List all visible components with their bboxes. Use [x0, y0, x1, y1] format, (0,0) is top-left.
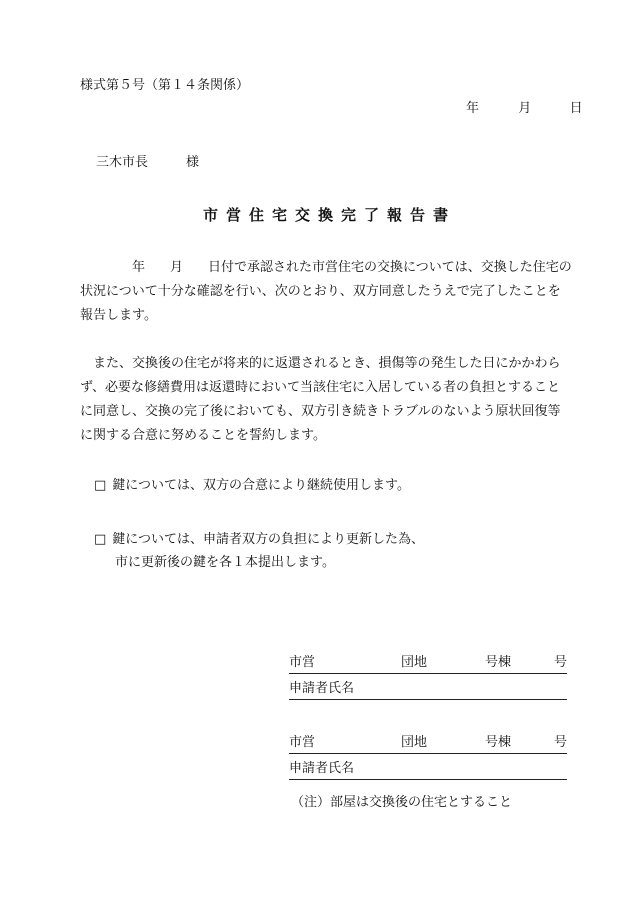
p1-text: 日付で承認された市営住宅の交換については、交換した住宅の状況について十分な確認を行い、次のとおり、双方同意したうえで完了したことを報告します。 [80, 260, 572, 323]
address-room-label: 号 [554, 735, 568, 750]
address-room-label: 号 [554, 655, 568, 670]
address-building-label: 号棟 [485, 735, 512, 750]
date-day-label: 日 [569, 101, 583, 116]
date-month-label: 月 [518, 101, 532, 116]
p2-text: また、交換後の住宅が将来的に返還されるとき、損傷等の発生した日にかかわらず、必要な修繕費用は返還時において当該住宅に入居している者の負担とすることに同意し、交換の完了後においても、双方引き続きトラブルのないよう原状回復等に関する合意に努めることを誓約します。 [80, 356, 561, 443]
signature-applicant-line-1 [289, 681, 567, 700]
date-line [466, 97, 583, 116]
option-renew-key [94, 528, 424, 574]
signature-applicant-line-2 [289, 761, 567, 780]
option1-text: 鍵については、双方の合意により継続使用します。 [112, 478, 410, 493]
address-prefix: 市営 [289, 735, 316, 750]
option2-text-line1: 鍵については、申請者双方の負担により更新した為、 [112, 532, 425, 547]
address-danchi-label: 団地 [401, 735, 428, 750]
address-danchi-label: 団地 [401, 655, 428, 670]
signature-address-line-1 [289, 655, 567, 674]
checkbox-icon[interactable]: □ [94, 532, 107, 547]
p1-year-label: 年 [132, 260, 146, 275]
applicant-name-label: 申請者氏名 [289, 761, 355, 776]
paragraph-report [80, 256, 572, 328]
form-number: 様式第５号（第１４条関係） [80, 78, 250, 93]
option2-text-line2: 市に更新後の鍵を各１本提出します。 [115, 555, 335, 570]
paragraph-pledge [80, 352, 572, 448]
document-title: 市営住宅交換完了報告書 [203, 206, 457, 224]
addressee [96, 151, 199, 170]
date-year-label: 年 [466, 101, 480, 116]
footnote: （注）部屋は交換後の住宅とすること [291, 795, 513, 810]
address-prefix: 市営 [289, 655, 316, 670]
addressee-honorific: 様 [186, 155, 200, 170]
option-continue-key [94, 474, 410, 493]
checkbox-icon[interactable]: □ [94, 478, 107, 493]
address-building-label: 号棟 [485, 655, 512, 670]
p1-month-label: 月 [170, 260, 184, 275]
applicant-name-label: 申請者氏名 [289, 681, 355, 696]
addressee-name: 三木市長 [96, 155, 149, 170]
signature-address-line-2 [289, 735, 567, 754]
